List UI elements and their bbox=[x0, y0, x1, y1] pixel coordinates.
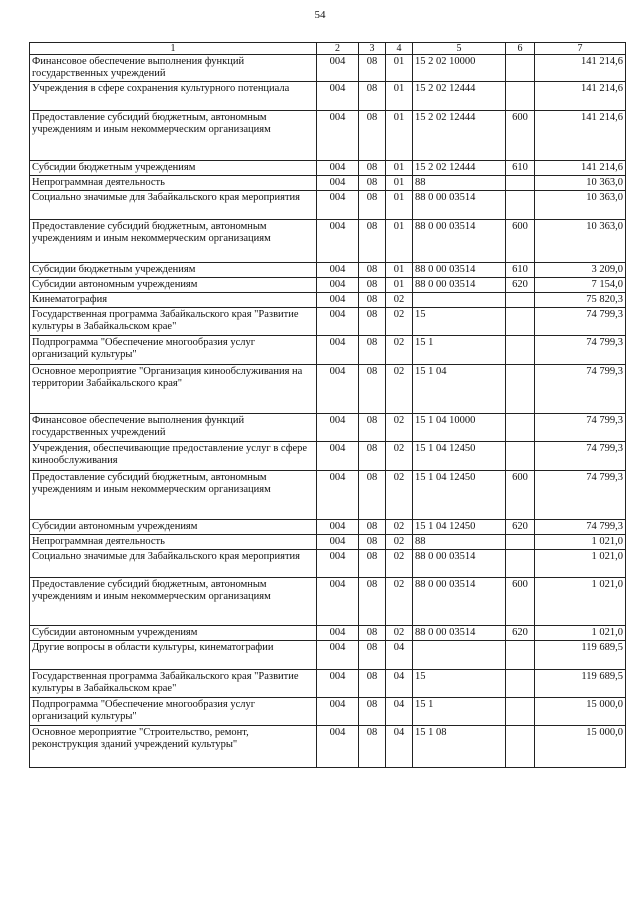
expense-type bbox=[506, 414, 535, 442]
row-name: Непрограммная деятельность bbox=[30, 535, 317, 550]
expense-type bbox=[506, 698, 535, 726]
amount: 3 209,0 bbox=[535, 263, 626, 278]
section-code: 08 bbox=[359, 626, 386, 641]
row-name: Государственная программа Забайкальского края "Развитие культуры в Забайкальском крае" bbox=[30, 670, 317, 698]
section-code: 08 bbox=[359, 550, 386, 578]
target-article: 15 1 04 12450 bbox=[413, 442, 506, 471]
expense-type: 600 bbox=[506, 578, 535, 626]
amount: 74 799,3 bbox=[535, 471, 626, 520]
section-code: 08 bbox=[359, 414, 386, 442]
section-code: 08 bbox=[359, 293, 386, 308]
table-row bbox=[30, 191, 626, 220]
row-name: Учреждения, обеспечивающие предоставление услуг в сфере кинообслуживания bbox=[30, 442, 317, 471]
target-article: 15 1 bbox=[413, 698, 506, 726]
amount: 75 820,3 bbox=[535, 293, 626, 308]
target-article: 15 2 02 12444 bbox=[413, 161, 506, 176]
row-name: Государственная программа Забайкальского края "Развитие культуры в Забайкальском крае" bbox=[30, 308, 317, 336]
section-code: 08 bbox=[359, 442, 386, 471]
ministry-code: 004 bbox=[317, 308, 359, 336]
amount: 74 799,3 bbox=[535, 308, 626, 336]
ministry-code: 004 bbox=[317, 278, 359, 293]
ministry-code: 004 bbox=[317, 442, 359, 471]
ministry-code: 004 bbox=[317, 220, 359, 263]
ministry-code: 004 bbox=[317, 293, 359, 308]
section-code: 08 bbox=[359, 336, 386, 365]
row-name: Субсидии автономным учреждениям bbox=[30, 626, 317, 641]
subsection-code: 02 bbox=[386, 520, 413, 535]
ministry-code: 004 bbox=[317, 550, 359, 578]
target-article: 88 0 00 03514 bbox=[413, 278, 506, 293]
ministry-code: 004 bbox=[317, 698, 359, 726]
subsection-code: 02 bbox=[386, 442, 413, 471]
column-header: 1 bbox=[30, 43, 317, 55]
ministry-code: 004 bbox=[317, 365, 359, 414]
expense-type: 610 bbox=[506, 161, 535, 176]
section-code: 08 bbox=[359, 220, 386, 263]
target-article: 15 bbox=[413, 670, 506, 698]
target-article: 88 0 00 03514 bbox=[413, 626, 506, 641]
table-row bbox=[30, 161, 626, 176]
expense-type bbox=[506, 308, 535, 336]
target-article: 88 0 00 03514 bbox=[413, 550, 506, 578]
expense-type: 600 bbox=[506, 220, 535, 263]
subsection-code: 02 bbox=[386, 308, 413, 336]
ministry-code: 004 bbox=[317, 535, 359, 550]
expense-type bbox=[506, 641, 535, 670]
expense-type: 620 bbox=[506, 626, 535, 641]
table-row bbox=[30, 365, 626, 414]
ministry-code: 004 bbox=[317, 55, 359, 82]
section-code: 08 bbox=[359, 471, 386, 520]
amount: 119 689,5 bbox=[535, 641, 626, 670]
section-code: 08 bbox=[359, 55, 386, 82]
amount: 15 000,0 bbox=[535, 726, 626, 768]
table-row bbox=[30, 535, 626, 550]
ministry-code: 004 bbox=[317, 336, 359, 365]
ministry-code: 004 bbox=[317, 191, 359, 220]
table-row bbox=[30, 550, 626, 578]
amount: 141 214,6 bbox=[535, 82, 626, 111]
subsection-code: 02 bbox=[386, 578, 413, 626]
section-code: 08 bbox=[359, 278, 386, 293]
column-header: 3 bbox=[359, 43, 386, 55]
row-name: Другие вопросы в области культуры, кинематографии bbox=[30, 641, 317, 670]
section-code: 08 bbox=[359, 520, 386, 535]
target-article: 88 0 00 03514 bbox=[413, 263, 506, 278]
table-row bbox=[30, 278, 626, 293]
section-code: 08 bbox=[359, 161, 386, 176]
target-article: 88 0 00 03514 bbox=[413, 220, 506, 263]
section-code: 08 bbox=[359, 726, 386, 768]
amount: 1 021,0 bbox=[535, 550, 626, 578]
target-article: 88 0 00 03514 bbox=[413, 578, 506, 626]
row-name: Финансовое обеспечение выполнения функций государственных учреждений bbox=[30, 414, 317, 442]
amount: 10 363,0 bbox=[535, 176, 626, 191]
column-header: 5 bbox=[413, 43, 506, 55]
amount: 141 214,6 bbox=[535, 161, 626, 176]
column-header: 6 bbox=[506, 43, 535, 55]
subsection-code: 01 bbox=[386, 82, 413, 111]
column-header: 2 bbox=[317, 43, 359, 55]
expense-type bbox=[506, 191, 535, 220]
column-header: 7 bbox=[535, 43, 626, 55]
subsection-code: 02 bbox=[386, 336, 413, 365]
amount: 10 363,0 bbox=[535, 220, 626, 263]
column-header: 4 bbox=[386, 43, 413, 55]
amount: 10 363,0 bbox=[535, 191, 626, 220]
amount: 141 214,6 bbox=[535, 55, 626, 82]
section-code: 08 bbox=[359, 176, 386, 191]
expense-type: 620 bbox=[506, 278, 535, 293]
expense-type: 620 bbox=[506, 520, 535, 535]
target-article: 88 0 00 03514 bbox=[413, 191, 506, 220]
ministry-code: 004 bbox=[317, 263, 359, 278]
row-name: Учреждения в сфере сохранения культурного потенциала bbox=[30, 82, 317, 111]
amount: 7 154,0 bbox=[535, 278, 626, 293]
expense-type bbox=[506, 442, 535, 471]
amount: 141 214,6 bbox=[535, 111, 626, 161]
subsection-code: 01 bbox=[386, 191, 413, 220]
table-row bbox=[30, 442, 626, 471]
target-article: 88 bbox=[413, 176, 506, 191]
target-article: 15 1 04 10000 bbox=[413, 414, 506, 442]
table-row bbox=[30, 670, 626, 698]
expense-type bbox=[506, 82, 535, 111]
target-article: 15 bbox=[413, 308, 506, 336]
table-row bbox=[30, 414, 626, 442]
expense-type bbox=[506, 535, 535, 550]
subsection-code: 04 bbox=[386, 698, 413, 726]
target-article: 15 2 02 10000 bbox=[413, 55, 506, 82]
ministry-code: 004 bbox=[317, 111, 359, 161]
row-name: Предоставление субсидий бюджетным, автономным учреждениям и иным некоммерческим организациям bbox=[30, 111, 317, 161]
ministry-code: 004 bbox=[317, 670, 359, 698]
expense-type bbox=[506, 670, 535, 698]
expense-type bbox=[506, 176, 535, 191]
ministry-code: 004 bbox=[317, 641, 359, 670]
row-name: Предоставление субсидий бюджетным, автономным учреждениям и иным некоммерческим организациям bbox=[30, 471, 317, 520]
row-name: Основное мероприятие "Строительство, ремонт, реконструкция зданий учреждений культуры" bbox=[30, 726, 317, 768]
row-name: Социально значимые для Забайкальского края мероприятия bbox=[30, 550, 317, 578]
row-name: Финансовое обеспечение выполнения функций государственных учреждений bbox=[30, 55, 317, 82]
target-article: 15 2 02 12444 bbox=[413, 111, 506, 161]
section-code: 08 bbox=[359, 535, 386, 550]
table-row bbox=[30, 336, 626, 365]
ministry-code: 004 bbox=[317, 176, 359, 191]
target-article bbox=[413, 293, 506, 308]
target-article: 15 1 bbox=[413, 336, 506, 365]
ministry-code: 004 bbox=[317, 161, 359, 176]
section-code: 08 bbox=[359, 641, 386, 670]
table-row bbox=[30, 520, 626, 535]
target-article: 15 1 04 bbox=[413, 365, 506, 414]
section-code: 08 bbox=[359, 698, 386, 726]
table-row bbox=[30, 626, 626, 641]
section-code: 08 bbox=[359, 365, 386, 414]
target-article: 15 1 04 12450 bbox=[413, 520, 506, 535]
table-row bbox=[30, 308, 626, 336]
expense-type bbox=[506, 293, 535, 308]
section-code: 08 bbox=[359, 578, 386, 626]
subsection-code: 04 bbox=[386, 670, 413, 698]
table-row bbox=[30, 220, 626, 263]
section-code: 08 bbox=[359, 111, 386, 161]
amount: 74 799,3 bbox=[535, 414, 626, 442]
row-name: Основное мероприятие "Организация кинообслуживания на территории Забайкальского края" bbox=[30, 365, 317, 414]
amount: 74 799,3 bbox=[535, 520, 626, 535]
section-code: 08 bbox=[359, 191, 386, 220]
target-article: 15 2 02 12444 bbox=[413, 82, 506, 111]
target-article: 15 1 08 bbox=[413, 726, 506, 768]
row-name: Социально значимые для Забайкальского края мероприятия bbox=[30, 191, 317, 220]
row-name: Предоставление субсидий бюджетным, автономным учреждениям и иным некоммерческим организациям bbox=[30, 220, 317, 263]
expense-type: 600 bbox=[506, 471, 535, 520]
table-row bbox=[30, 263, 626, 278]
table-row bbox=[30, 176, 626, 191]
target-article: 88 bbox=[413, 535, 506, 550]
expense-type bbox=[506, 336, 535, 365]
target-article: 15 1 04 12450 bbox=[413, 471, 506, 520]
amount: 119 689,5 bbox=[535, 670, 626, 698]
row-name: Подпрограмма "Обеспечение многообразия услуг организаций культуры" bbox=[30, 336, 317, 365]
ministry-code: 004 bbox=[317, 471, 359, 520]
expense-type: 610 bbox=[506, 263, 535, 278]
table-row bbox=[30, 471, 626, 520]
subsection-code: 04 bbox=[386, 641, 413, 670]
row-name: Подпрограмма "Обеспечение многообразия услуг организаций культуры" bbox=[30, 698, 317, 726]
amount: 1 021,0 bbox=[535, 578, 626, 626]
ministry-code: 004 bbox=[317, 414, 359, 442]
amount: 74 799,3 bbox=[535, 365, 626, 414]
section-code: 08 bbox=[359, 82, 386, 111]
subsection-code: 01 bbox=[386, 263, 413, 278]
subsection-code: 01 bbox=[386, 111, 413, 161]
expense-type: 600 bbox=[506, 111, 535, 161]
header-row bbox=[30, 43, 626, 55]
subsection-code: 04 bbox=[386, 726, 413, 768]
ministry-code: 004 bbox=[317, 520, 359, 535]
subsection-code: 01 bbox=[386, 176, 413, 191]
subsection-code: 02 bbox=[386, 293, 413, 308]
subsection-code: 02 bbox=[386, 535, 413, 550]
table-row bbox=[30, 641, 626, 670]
amount: 74 799,3 bbox=[535, 336, 626, 365]
subsection-code: 02 bbox=[386, 626, 413, 641]
ministry-code: 004 bbox=[317, 626, 359, 641]
expense-type bbox=[506, 550, 535, 578]
ministry-code: 004 bbox=[317, 726, 359, 768]
table-row bbox=[30, 111, 626, 161]
table-row bbox=[30, 698, 626, 726]
subsection-code: 02 bbox=[386, 471, 413, 520]
amount: 15 000,0 bbox=[535, 698, 626, 726]
row-name: Непрограммная деятельность bbox=[30, 176, 317, 191]
row-name: Предоставление субсидий бюджетным, автономным учреждениям и иным некоммерческим организациям bbox=[30, 578, 317, 626]
subsection-code: 02 bbox=[386, 365, 413, 414]
expense-type bbox=[506, 726, 535, 768]
amount: 1 021,0 bbox=[535, 535, 626, 550]
row-name: Субсидии бюджетным учреждениям bbox=[30, 161, 317, 176]
row-name: Субсидии автономным учреждениям bbox=[30, 278, 317, 293]
subsection-code: 01 bbox=[386, 278, 413, 293]
table-row bbox=[30, 55, 626, 82]
section-code: 08 bbox=[359, 308, 386, 336]
subsection-code: 02 bbox=[386, 414, 413, 442]
ministry-code: 004 bbox=[317, 578, 359, 626]
section-code: 08 bbox=[359, 670, 386, 698]
page-number: 54 bbox=[314, 9, 326, 21]
table-row bbox=[30, 726, 626, 768]
subsection-code: 01 bbox=[386, 220, 413, 263]
subsection-code: 01 bbox=[386, 161, 413, 176]
expense-type bbox=[506, 55, 535, 82]
subsection-code: 02 bbox=[386, 550, 413, 578]
row-name: Кинематография bbox=[30, 293, 317, 308]
ministry-code: 004 bbox=[317, 82, 359, 111]
target-article bbox=[413, 641, 506, 670]
row-name: Субсидии автономным учреждениям bbox=[30, 520, 317, 535]
section-code: 08 bbox=[359, 263, 386, 278]
table-row bbox=[30, 293, 626, 308]
subsection-code: 01 bbox=[386, 55, 413, 82]
table-row bbox=[30, 82, 626, 111]
row-name: Субсидии бюджетным учреждениям bbox=[30, 263, 317, 278]
expense-type bbox=[506, 365, 535, 414]
budget-table bbox=[29, 42, 626, 768]
amount: 74 799,3 bbox=[535, 442, 626, 471]
amount: 1 021,0 bbox=[535, 626, 626, 641]
table-row bbox=[30, 578, 626, 626]
table-body bbox=[30, 55, 626, 768]
